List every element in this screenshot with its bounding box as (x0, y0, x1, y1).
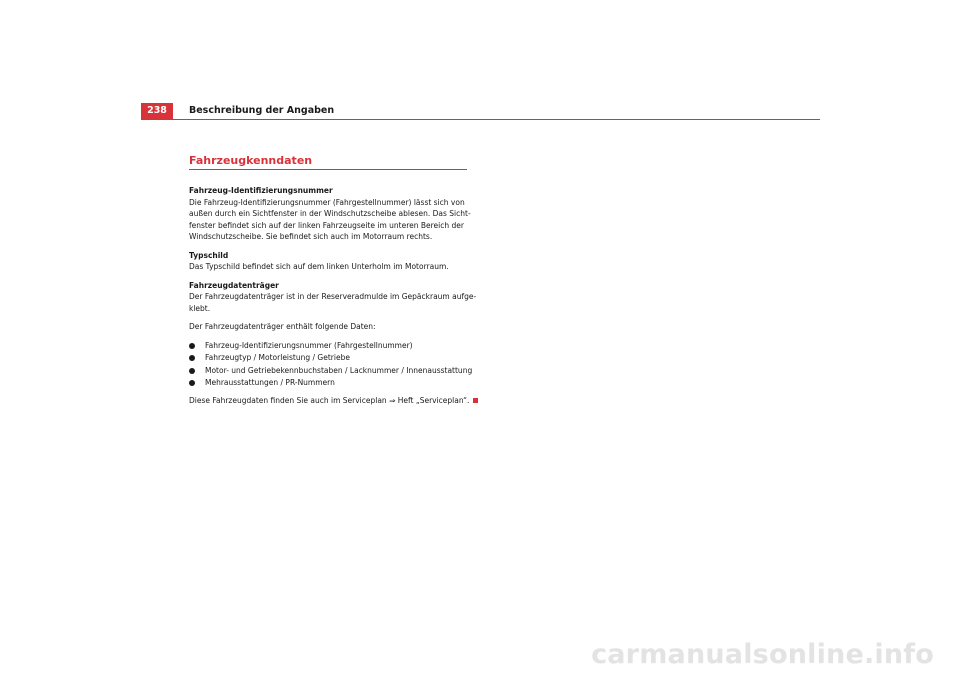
text-line: Das Typschild befindet sich auf dem linken Unterholm im Motorraum. (189, 262, 449, 271)
closing-text: Diese Fahrzeugdaten finden Sie auch im Serviceplan ⇒ Heft „Serviceplan“. (189, 395, 470, 405)
paragraph-typschild (189, 261, 467, 273)
section-fahrzeugkenndaten (189, 154, 477, 413)
bullet-icon (189, 380, 195, 386)
subheading-typschild: Typschild (189, 250, 229, 260)
text-line: fenster befindet sich auf der linken Fahrzeugseite im unteren Bereich der (189, 220, 464, 230)
data-list (189, 340, 473, 390)
page-number: 238 (141, 103, 173, 119)
paragraph-fahrzeugdatentraeger (189, 291, 477, 314)
bullet-icon (189, 368, 195, 374)
list-intro: Der Fahrzeugdatenträger enthält folgende Daten: (189, 322, 376, 331)
page-header (141, 103, 820, 120)
text-line: außen durch ein Sichtfenster in der Windschutzscheibe ablesen. Das Sicht- (189, 209, 471, 218)
bullet-icon (189, 355, 195, 361)
text-line: Die Fahrzeug-Identifizierungsnummer (Fahrgestellnummer) lässt sich von (189, 197, 465, 207)
list-item-text: Motor- und Getriebekennbuchstaben / Lacknummer / Innenausstattung (205, 365, 473, 375)
text-line: Windschutzscheibe. Sie befindet sich auch im Motorraum rechts. (189, 232, 433, 241)
text-line: klebt. (189, 303, 211, 313)
watermark: carmanualsonline.info (591, 639, 934, 670)
section-end-icon (473, 398, 478, 403)
list-item (189, 340, 467, 353)
bullet-icon (189, 343, 195, 349)
text-line: Der Fahrzeugdatenträger ist in der Reserveradmulde im Gepäckraum aufge- (189, 292, 477, 301)
subheading-identifizierungsnummer: Fahrzeug-Identifizierungsnummer (189, 186, 333, 195)
chapter-title: Beschreibung der Angaben (189, 105, 335, 116)
list-item-text: Fahrzeug-Identifizierungsnummer (Fahrgestellnummer) (205, 340, 413, 350)
subheading-fahrzeugdatentraeger: Fahrzeugdatenträger (189, 280, 279, 290)
paragraph-identifizierungsnummer (189, 197, 471, 243)
list-item (189, 365, 473, 378)
list-item (189, 352, 467, 365)
closing-paragraph (189, 395, 470, 407)
list-item (189, 377, 467, 390)
list-item-text: Mehrausstattungen / PR-Nummern (205, 378, 335, 387)
list-item-text: Fahrzeugtyp / Motorleistung / Getriebe (205, 353, 350, 362)
section-heading: Fahrzeugkenndaten (189, 154, 467, 170)
